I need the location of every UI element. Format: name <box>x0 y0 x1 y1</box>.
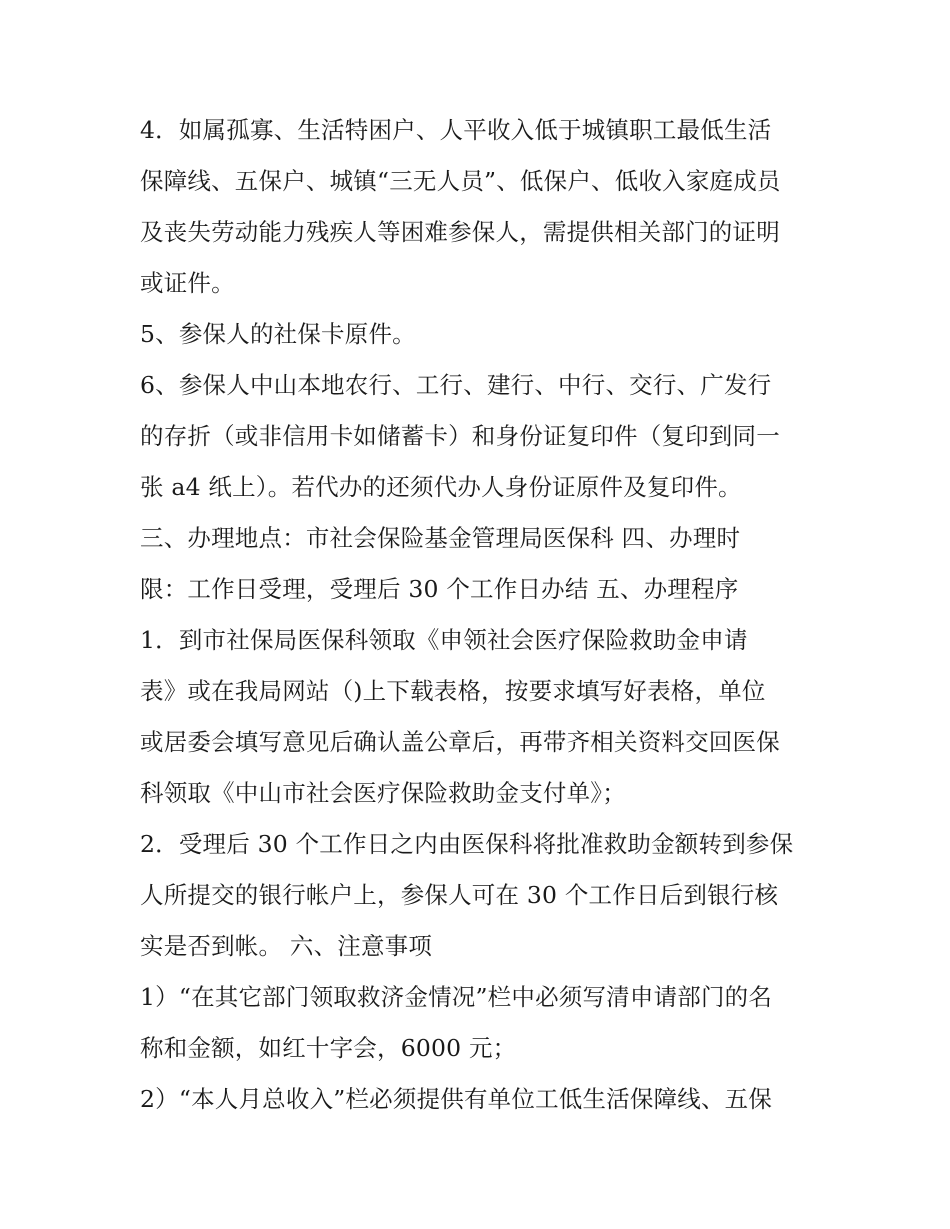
section-heading-notes: 实是否到帐。 六、注意事项 <box>140 932 433 960</box>
document-page <box>140 110 820 1130</box>
note-item-1: 1）“在其它部门领取救济金情况”栏中必须写清申请部门的名 <box>140 983 773 1011</box>
procedure-step-2: 2．受理后 30 个工作日之内由医保科将批准救助金额转到参保 <box>140 830 794 858</box>
text-line: 的存折（或非信用卡如储蓄卡）和身份证复印件（复印到同一 <box>140 422 780 450</box>
text-line: 或证件。 <box>140 269 235 297</box>
procedure-step-1: 1．到市社保局医保科领取《申领社会医疗保险救助金申请 <box>140 626 748 654</box>
text-line: 保障线、五保户、城镇“三无人员”、低保户、低收入家庭成员 <box>140 167 781 195</box>
section-heading-time-limit: 限：工作日受理，受理后 30 个工作日办结 五、办理程序 <box>140 575 739 603</box>
text-line: 人所提交的银行帐户上，参保人可在 30 个工作日后到银行核 <box>140 881 779 909</box>
text-line-item-4: 4．如属孤寡、生活特困户、人平收入低于城镇职工最低生活 <box>140 116 772 144</box>
text-line: 表》或在我局网站（)上下载表格，按要求填写好表格，单位 <box>140 677 766 705</box>
text-line: 及丧失劳动能力残疾人等困难参保人，需提供相关部门的证明 <box>140 218 780 246</box>
text-line: 张 a4 纸上）。若代办的还须代办人身份证原件及复印件。 <box>140 473 742 501</box>
note-item-2: 2）“本人月总收入”栏必须提供有单位工低生活保障线、五保 <box>140 1085 773 1113</box>
text-line: 称和金额，如红十字会，6000 元； <box>140 1034 517 1062</box>
text-line: 或居委会填写意见后确认盖公章后，再带齐相关资料交回医保 <box>140 728 780 756</box>
text-line-item-5: 5、参保人的社保卡原件。 <box>140 320 416 348</box>
text-line: 科领取《中山市社会医疗保险救助金支付单》； <box>140 779 626 807</box>
section-heading-location: 三、办理地点：市社会保险基金管理局医保科 四、办理时 <box>140 524 741 552</box>
text-line-item-6: 6、参保人中山本地农行、工行、建行、中行、交行、广发行 <box>140 371 772 399</box>
